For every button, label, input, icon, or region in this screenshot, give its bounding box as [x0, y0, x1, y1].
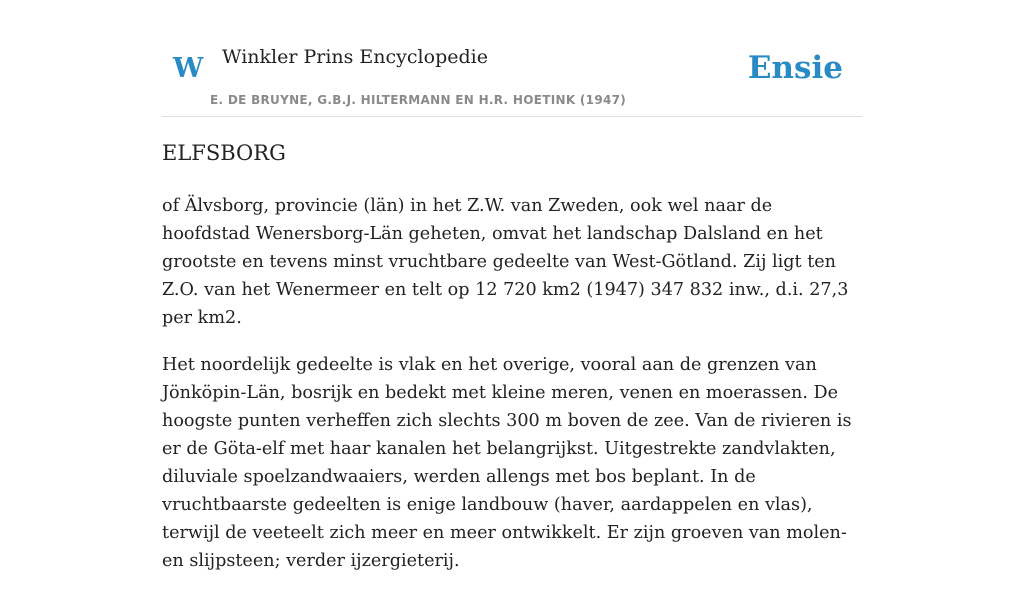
publication-logo[interactable]: W	[173, 53, 204, 84]
entry-title: ELFSBORG	[162, 141, 286, 165]
entry-paragraph: Het noordelijk gedeelte is vlak en het overige, vooral aan de grenzen van Jönköpin-Län, bosrijk en bedekt met kleine meren, venen en moerassen. De hoogste punten verheffen zich slechts 300 m boven de zee. Van de rivieren is er de Göta-elf met haar kanalen het belangrijkst. Uitgestrekte zandvlakten, diluviale spoelzandwaaiers, werden allengs met bos beplant. In de vruchtbaarste gedeelten is enige landbouw (haver, aardappelen en vlas), terwijl de veeteelt zich meer en meer ontwikkelt. Er zijn groeven van molen- en slijpsteen; verder ijzergieterij.	[162, 355, 852, 571]
entry-body	[162, 192, 864, 594]
entry-paragraph: of Älvsborg, provincie (län) in het Z.W. van Zweden, ook wel naar de hoofdstad Wenersborg-Län geheten, omvat het landschap Dalsland en het grootste en tevens minst vruchtbare gedeelte van West-Götland. Zij ligt ten Z.O. van het Wenermeer en telt op 12 720 km2 (1947) 347 832 inw., d.i. 27,3 per km2.	[162, 196, 849, 328]
ensie-logo[interactable]: Ensie	[747, 50, 843, 86]
publication-title[interactable]: Winkler Prins Encyclopedie	[222, 46, 488, 68]
publication-authors: E. DE BRUYNE, G.B.J. HILTERMANN EN H.R. HOETINK (1947)	[210, 93, 627, 107]
site-header	[162, 40, 862, 117]
